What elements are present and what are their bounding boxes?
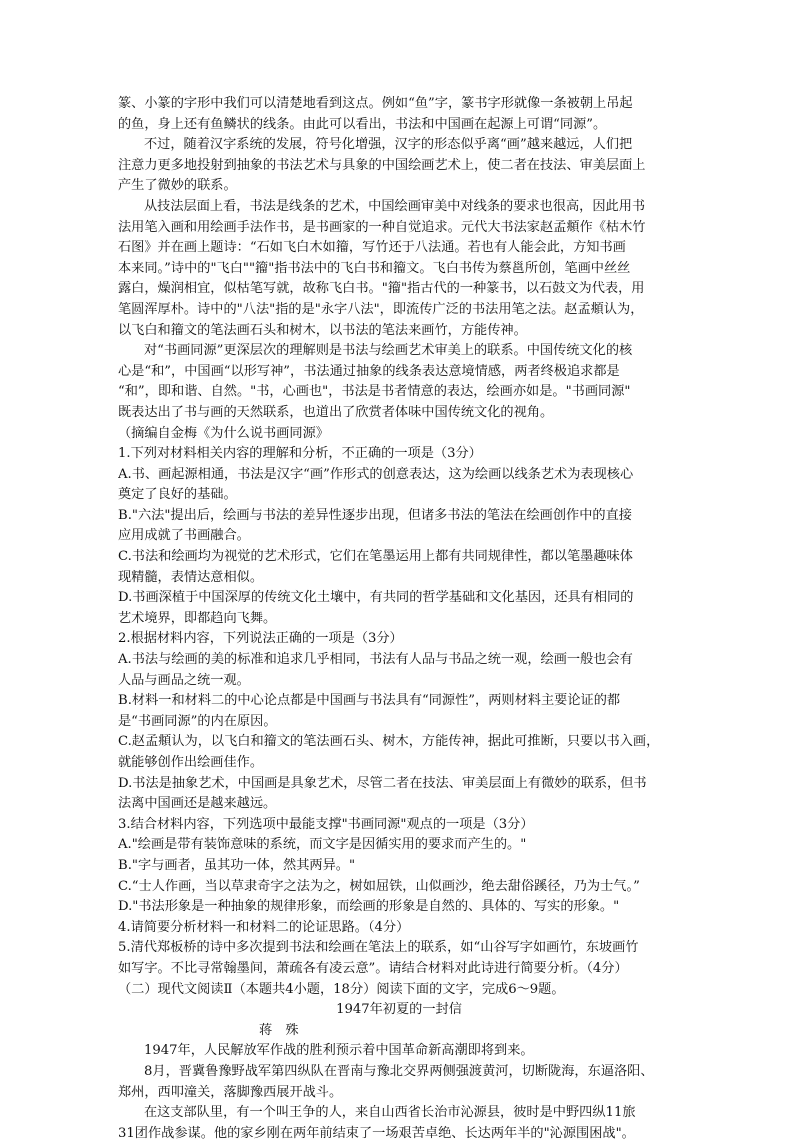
text-line: 既表达出了书与画的天然联系，也道出了欣赏者体味中国传统文化的视角。	[118, 404, 554, 420]
question-2: 2.根据材料内容，下列说法正确的一项是（3分）	[118, 631, 403, 647]
paragraph-start: 对“书画同源”更深层次的理解则是书法与绘画艺术审美上的联系。中国传统文化的核	[144, 343, 633, 359]
text-line: 如写字。不比寻常翰墨间，萧疏各有凌云意”。请结合材料对此诗进行简要分析。（4分）	[118, 960, 628, 976]
option-text: B."字与画者，虽其功一体，然其两异。"	[118, 857, 356, 873]
question-5: 5.清代郑板桥的诗中多次提到书法和绘画在笔法上的联系，如“山谷写字如画竹，东坡画竹	[118, 940, 639, 956]
paragraph-start: 不过，随着汉字系统的发展，符号化增强，汉字的形态似乎离“画”越来越远，人们把	[144, 137, 633, 153]
article-author: 蒋 殊	[259, 1022, 299, 1038]
text-line: 篆、小篆的字形中我们可以清楚地看到这点。例如“鱼”字，篆书字形就像一条被朝上吊起	[118, 96, 633, 111]
text-line: 31团作战参谋。他的家乡刚在两年前结束了一场艰苦卓绝、长达两年半的"沁源围困战"。	[118, 1125, 635, 1141]
text-line: 石图》并在画上题诗：“石如飞白木如籀，写竹还于八法通。若也有人能会此，方知书画	[118, 240, 626, 256]
option-text: C.“士人作画，当以草隶奇字之法为之，树如屈铁，山似画沙，绝去甜俗蹊径，乃为士气。”	[118, 878, 640, 894]
option-text: A.书、画起源相通，书法是汉字“画”作形式的创意表达，这为绘画以线条艺术为表现核心	[118, 466, 634, 482]
text-line: 法用笔入画和用绘画手法作书，是书画家的一种自觉追求。元代大书法家赵孟頫作《枯木竹	[118, 219, 646, 235]
option-text: D."书法形象是一种抽象的规律形象，而绘画的形象是自然的、具体的、写实的形象。"	[118, 899, 620, 915]
text-line: 产生了微妙的联系。	[118, 178, 237, 194]
option-text: 艺术境界，即都趋向飞舞。	[118, 610, 277, 626]
paragraph-start: 在这支部队里，有一个叫王争的人，来自山西省长治市沁源县，彼时是中野四纵11旅	[144, 1105, 636, 1121]
option-text: A."绘画是带有装饰意味的系统，而文字是因循实用的要求而产生的。"	[118, 837, 527, 853]
paragraph-start: 1947年，人民解放军作战的胜利预示着中国革命新高潮即将到来。	[144, 1043, 534, 1059]
option-text: D.书法是抽象艺术，中国画是具象艺术，尽管二者在技法、审美层面上有微妙的联系，但书	[118, 775, 647, 791]
option-text: 应用成就了书画融合。	[118, 528, 250, 544]
article-title: 1947年初夏的一封信	[336, 1002, 462, 1018]
option-text: B.材料一和材料二的中心论点都是中国画与书法具有“同源性”，两则材料主要论证的都	[118, 693, 621, 709]
option-text: 是“书画同源”的内在原因。	[118, 713, 277, 729]
document-page	[118, 94, 680, 1144]
paragraph-start: 8月，晋冀鲁豫野战军第四纵队在晋南与豫北交界两侧强渡黄河，切断陇海，东逼洛阳、	[144, 1063, 654, 1079]
option-text: C.赵孟頫认为，以飞白和籀文的笔法画石头、树木，方能传神，据此可推断，只要以书入画，	[118, 734, 660, 750]
text-line: 本来同。”诗中的"飞白""籀"指书法中的飞白书和籀文。飞白书传为蔡邕所创，笔画中丝丝	[118, 260, 631, 276]
option-text: D.书画深植于中国深厚的传统文化土壤中，有共同的哲学基础和文化基因，还具有相同的	[118, 590, 634, 606]
text-line: 心是“和”，中国画“以形写神”，书法通过抽象的线条表达意境情感，两者终极追求都是	[118, 363, 620, 379]
option-text: A.书法与绘画的美的标准和追求几乎相同，书法有人品与书品之统一观，绘画一般也会有	[118, 652, 633, 668]
question-3: 3.结合材料内容，下列选项中最能支撑"书画同源"观点的一项是（3分）	[118, 816, 534, 832]
question-4: 4.请简要分析材料一和材料二的论证思路。（4分）	[118, 919, 410, 935]
text-line: 露白，燥润相宜，似枯笔写就，故称飞白书。"籀"指古代的一种篆书，以石鼓文为代表，用	[118, 281, 645, 297]
paragraph-start: 从技法层面上看，书法是线条的艺术，中国绘画审美中对线条的要求也很高，因此用书	[144, 198, 646, 214]
text-line: 郑州，西叩潼关，落脚豫西展开战斗。	[118, 1084, 343, 1100]
text-line: 笔圆浑厚朴。诗中的"八法"指的是"永字八法"，即流传广泛的书法用笔之法。赵孟頫认为，	[118, 301, 644, 317]
option-text: 法离中国画还是越来越远。	[118, 796, 277, 812]
text-line: 的鱼，身上还有鱼鳞状的线条。由此可以看出，书法和中国画在起源上可谓“同源”。	[118, 116, 607, 132]
text-line: 以飞白和籀文的笔法画石头和树木，以书法的笔法来画竹，方能传神。	[118, 322, 527, 338]
option-text: 就能够创作出绘画佳作。	[118, 755, 264, 770]
question-1: 1.下列对材料相关内容的理解和分析，不正确的一项是（3分）	[118, 446, 482, 462]
source-note: （摘编自金梅《为什么说书画同源》	[118, 425, 329, 441]
option-text: 现精髓，表情达意相似。	[118, 569, 264, 585]
option-text: 奠定了良好的基础。	[118, 487, 237, 503]
option-text: B."六法"提出后，绘画与书法的差异性逐步出现，但诸多书法的笔法在绘画创作中的直接	[118, 507, 632, 523]
section-heading: （二）现代文阅读Ⅱ（本题共4小题，18分）阅读下面的文字，完成6～9题。	[118, 981, 565, 997]
text-line: 注意力更多地投射到抽象的书法艺术与具象的中国绘画艺术上，使二者在技法、审美层面上	[118, 157, 646, 173]
option-text: C.书法和绘画均为视觉的艺术形式，它们在笔墨运用上都有共同规律性，都以笔墨趣味体	[118, 549, 633, 565]
text-line: “和”，即和谐、自然。"书，心画也"，书法是书者情意的表达，绘画亦如是。"书画同源"	[118, 384, 631, 400]
option-text: 人品与画品之统一观。	[118, 672, 250, 688]
